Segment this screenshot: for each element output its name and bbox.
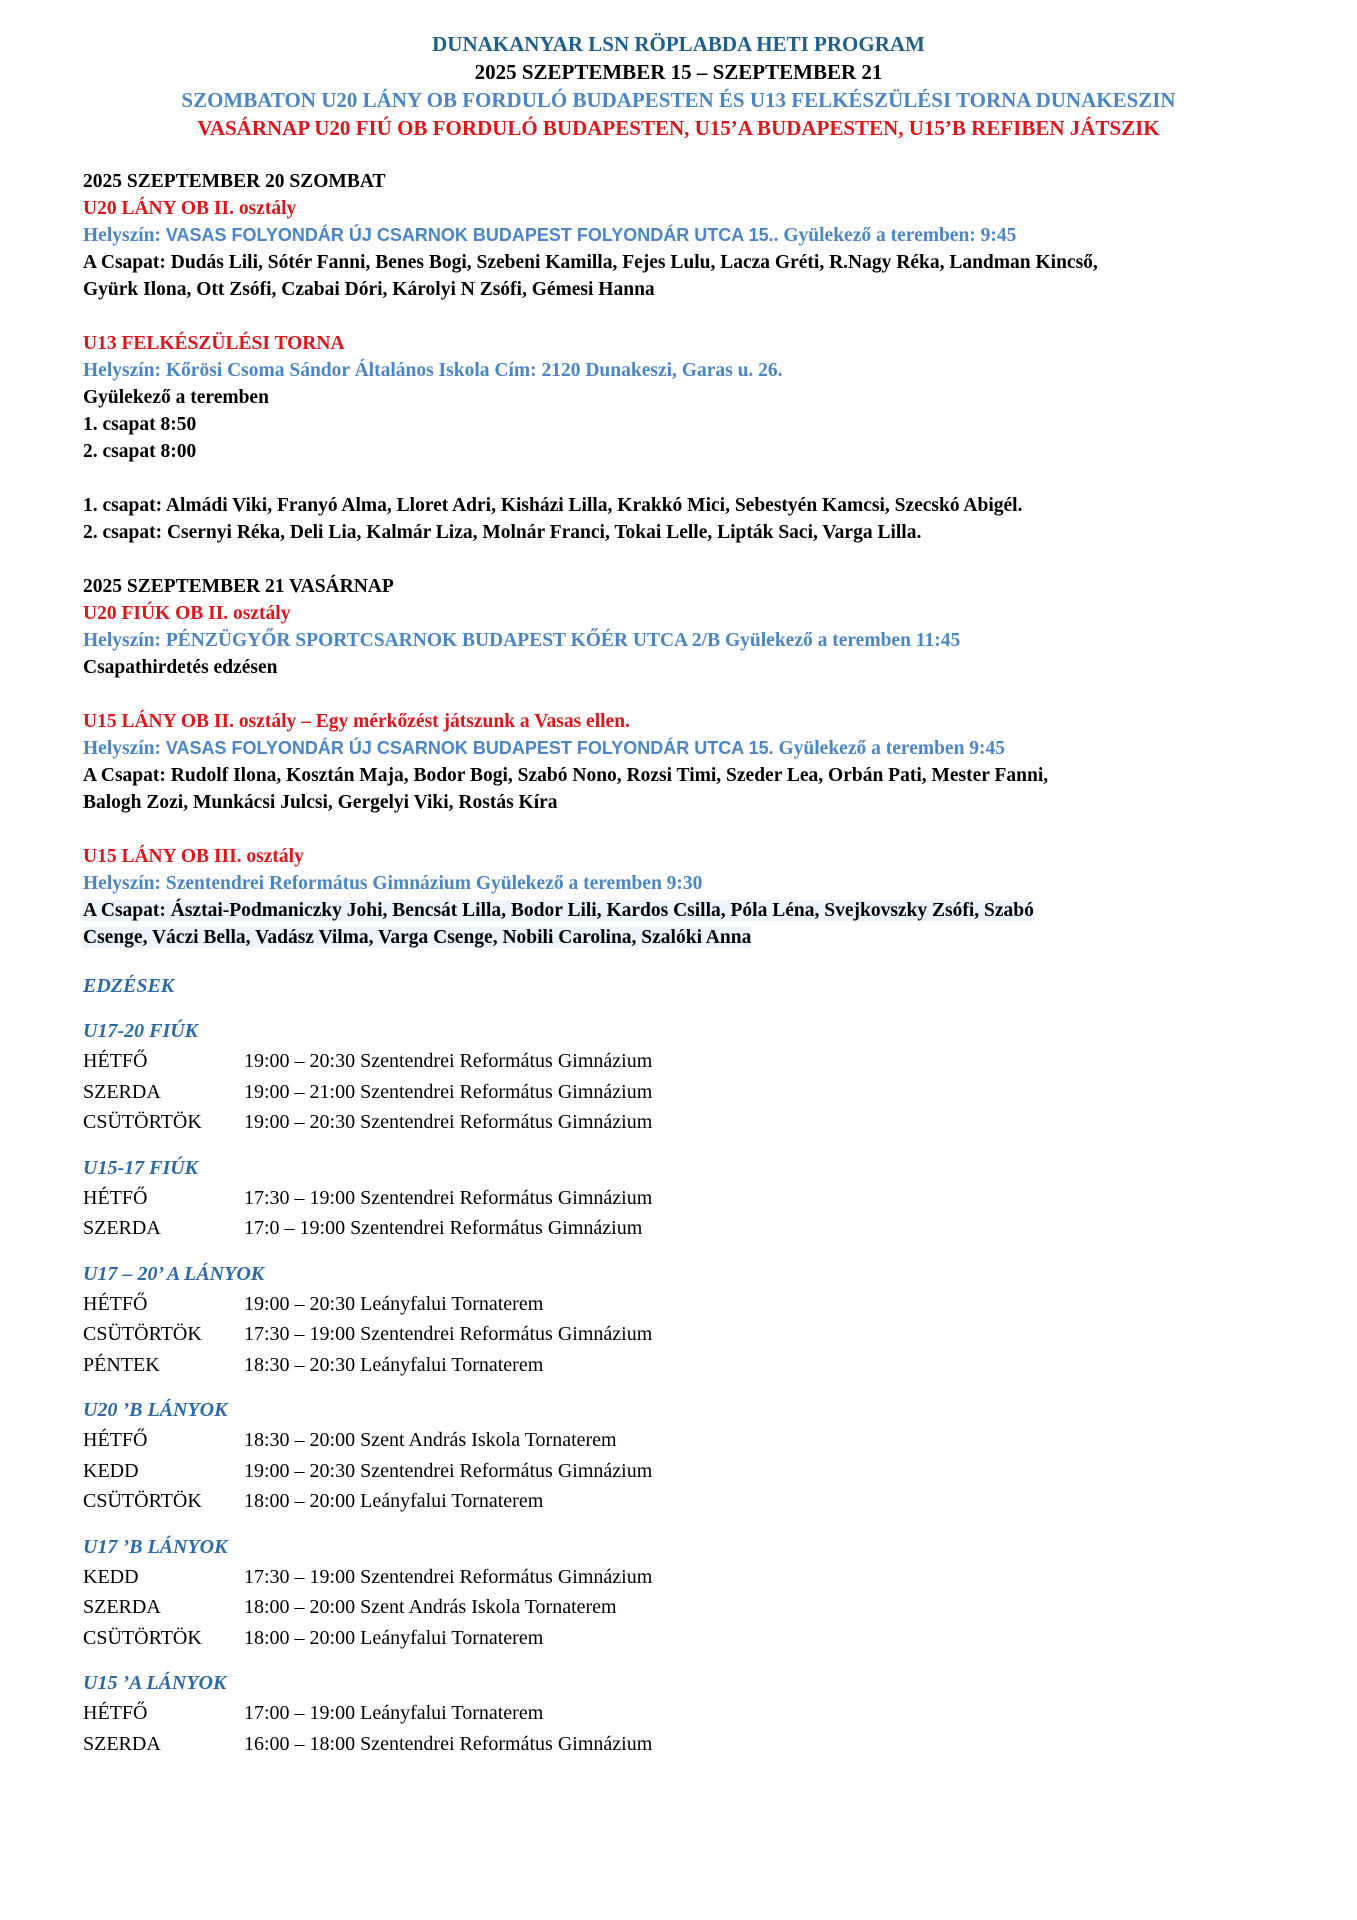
training-row (83, 1183, 1303, 1214)
training-day: PÉNTEK (83, 1353, 160, 1376)
u20-boys-note: Csapathirdetés edzésen (83, 657, 278, 678)
training-time-venue: 19:00 – 21:00 Szentendrei Református Gimnázium (244, 1080, 653, 1103)
u13-team2-time: 2. csapat 8:00 (83, 441, 197, 462)
training-group-title: U15-17 FIÚK (83, 1156, 199, 1179)
sunday-date: 2025 SZEPTEMBER 21 VASÁRNAP (83, 576, 394, 597)
program-title: DUNAKANYAR LSN RÖPLABDA HETI PROGRAM (432, 32, 925, 56)
training-time-venue: 19:00 – 20:30 Leányfalui Tornaterem (244, 1292, 544, 1315)
u15a-title: U15 LÁNY OB II. osztály – Egy mérkőzést játszunk a Vasas ellen. (83, 711, 630, 732)
training-group (83, 1259, 1303, 1381)
training-time-venue: 19:00 – 20:30 Szentendrei Református Gimnázium (244, 1050, 653, 1072)
document-body (83, 168, 1303, 1759)
training-row (83, 1592, 1303, 1623)
training-time-venue: 18:00 – 20:00 Leányfalui Tornaterem (244, 1490, 544, 1512)
venue-prefix: Helyszín: (83, 225, 166, 246)
training-day: KEDD (83, 1459, 139, 1482)
training-row (83, 1456, 1303, 1487)
u20-girls-team-line1: A Csapat: Dudás Lili, Sótér Fanni, Benes Bogi, Szebeni Kamilla, Fejes Lulu, Lacza Gréti, R.Nagy Réka, Landman Kincső, (83, 252, 1098, 273)
training-time-venue: 17:0 – 19:00 Szentendrei Református Gimnázium (244, 1217, 643, 1239)
u13-team1-time: 1. csapat 8:50 (83, 414, 197, 435)
training-row (83, 1319, 1303, 1350)
highlighted-text: A Csapat: Ásztai-Podmaniczky Johi, Bencsát Lilla, Bodor Lili, Kardos Csilla, Póla Léna, Svejkovszky Zsófi, Szabó (83, 900, 1034, 921)
training-time-venue: 18:00 – 20:00 Leányfalui Tornaterem (244, 1626, 544, 1649)
training-time-venue: 17:00 – 19:00 Leányfalui Tornaterem (244, 1702, 544, 1724)
u15b-title: U15 LÁNY OB III. osztály (83, 846, 304, 867)
training-day: CSÜTÖRTÖK (83, 1490, 202, 1512)
training-day: SZERDA (83, 1080, 161, 1103)
u15b-team-line1 (83, 897, 1303, 924)
training-row (83, 1213, 1303, 1244)
saturday-note: SZOMBATON U20 LÁNY OB FORDULÓ BUDAPESTEN ÉS U13 FELKÉSZÜLÉSI TORNA DUNAKESZIN (181, 88, 1176, 112)
training-row (83, 1623, 1303, 1654)
training-time-venue: 19:00 – 20:30 Szentendrei Református Gimnázium (244, 1459, 653, 1482)
training-group (83, 1668, 1303, 1759)
u20-girls-venue (83, 222, 1303, 249)
trainings-heading: EDZÉSEK (83, 975, 175, 997)
training-day: SZERDA (83, 1732, 161, 1755)
venue-main: VASAS FOLYONDÁR ÚJ CSARNOK BUDAPEST FOLYONDÁR UTCA 15. (165, 225, 774, 245)
training-time-venue: 18:30 – 20:00 Szent András Iskola Tornaterem (244, 1429, 617, 1451)
venue-suffix: . Gyülekező a teremben: 9:45 (773, 225, 1017, 246)
training-row (83, 1425, 1303, 1456)
training-group-title: U17 ’B LÁNYOK (83, 1535, 228, 1558)
training-row (83, 1046, 1303, 1077)
training-time-venue: 17:30 – 19:00 Szentendrei Református Gimnázium (244, 1565, 653, 1588)
sunday-note: VASÁRNAP U20 FIÚ OB FORDULÓ BUDAPESTEN, U15’A BUDAPESTEN, U15’B REFIBEN JÁTSZIK (197, 116, 1160, 140)
training-row (83, 1698, 1303, 1729)
training-time-venue: 17:30 – 19:00 Szentendrei Református Gimnázium (244, 1186, 653, 1209)
training-group (83, 1532, 1303, 1654)
training-row (83, 1486, 1303, 1517)
u13-team1: 1. csapat: Almádi Viki, Franyó Alma, Lloret Adri, Kisházi Lilla, Krakkó Mici, Sebestyén Kamcsi, Szecskó Abigél. (83, 495, 1023, 516)
training-day: HÉTFŐ (83, 1050, 148, 1072)
training-row (83, 1107, 1303, 1138)
training-time-venue: 18:30 – 20:30 Leányfalui Tornaterem (244, 1353, 544, 1376)
training-group-title: U20 ’B LÁNYOK (83, 1399, 228, 1421)
venue-main: VASAS FOLYONDÁR ÚJ CSARNOK BUDAPEST FOLYONDÁR UTCA 15. (165, 738, 774, 758)
training-group-title: U17-20 FIÚK (83, 1020, 199, 1042)
venue-prefix: Helyszín: (83, 738, 166, 759)
u20-boys-venue: Helyszín: PÉNZÜGYŐR SPORTCSARNOK BUDAPEST KŐÉR UTCA 2/B Gyülekező a teremben 11:45 (83, 630, 961, 651)
u20-girls-title: U20 LÁNY OB II. osztály (83, 198, 297, 219)
training-time-venue: 17:30 – 19:00 Szentendrei Református Gimnázium (244, 1323, 653, 1345)
program-dates: 2025 SZEPTEMBER 15 – SZEPTEMBER 21 (474, 60, 883, 84)
training-day: KEDD (83, 1565, 139, 1588)
training-row (83, 1077, 1303, 1108)
training-group (83, 1395, 1303, 1517)
training-time-venue: 18:00 – 20:00 Szent András Iskola Tornaterem (244, 1596, 617, 1618)
training-day: SZERDA (83, 1217, 161, 1239)
training-group-title: U17 – 20’ A LÁNYOK (83, 1262, 265, 1285)
u20-boys-title: U20 FIÚK OB II. osztály (83, 603, 291, 624)
highlighted-text: Csenge, Váczi Bella, Vadász Vilma, Varga Csenge, Nobili Carolina, Szalóki Anna (83, 927, 752, 948)
training-row (83, 1289, 1303, 1320)
training-day: SZERDA (83, 1596, 161, 1618)
training-time-venue: 16:00 – 18:00 Szentendrei Református Gimnázium (244, 1732, 653, 1755)
training-day: CSÜTÖRTÖK (83, 1626, 202, 1649)
training-day: CSÜTÖRTÖK (83, 1111, 202, 1133)
u20-girls-team-line2: Gyürk Ilona, Ott Zsófi, Czabai Dóri, Károlyi N Zsófi, Gémesi Hanna (83, 279, 655, 300)
u15b-team-line2 (83, 924, 1303, 951)
training-row (83, 1562, 1303, 1593)
training-group-title: U15 ’A LÁNYOK (83, 1672, 227, 1694)
u15b-venue: Helyszín: Szentendrei Református Gimnázium Gyülekező a teremben 9:30 (83, 873, 703, 894)
u13-gather: Gyülekező a teremben (83, 387, 269, 408)
training-day: HÉTFŐ (83, 1292, 148, 1315)
training-row (83, 1350, 1303, 1381)
training-time-venue: 19:00 – 20:30 Szentendrei Református Gimnázium (244, 1111, 653, 1133)
u13-team2: 2. csapat: Csernyi Réka, Deli Lia, Kalmár Liza, Molnár Franci, Tokai Lelle, Lipták Saci, Varga Lilla. (83, 522, 922, 543)
training-day: HÉTFŐ (83, 1429, 148, 1451)
training-group (83, 1153, 1303, 1244)
training-day: HÉTFŐ (83, 1702, 148, 1724)
training-row (83, 1729, 1303, 1760)
u13-title: U13 FELKÉSZÜLÉSI TORNA (83, 333, 345, 354)
training-day: HÉTFŐ (83, 1186, 148, 1209)
training-day: CSÜTÖRTÖK (83, 1323, 202, 1345)
training-group (83, 1016, 1303, 1138)
u15a-venue (83, 735, 1303, 762)
document-header (0, 30, 1357, 142)
u15a-team-line1: A Csapat: Rudolf Ilona, Kosztán Maja, Bodor Bogi, Szabó Nono, Rozsi Timi, Szeder Lea, Orbán Pati, Mester Fanni, (83, 765, 1049, 786)
u13-venue: Helyszín: Kőrösi Csoma Sándor Általános Iskola Cím: 2120 Dunakeszi, Garas u. 26. (83, 360, 783, 381)
training-groups (83, 1016, 1303, 1759)
u15a-team-line2: Balogh Zozi, Munkácsi Julcsi, Gergelyi Viki, Rostás Kíra (83, 792, 558, 813)
saturday-date: 2025 SZEPTEMBER 20 SZOMBAT (83, 171, 386, 192)
venue-suffix: Gyülekező a teremben 9:45 (773, 738, 1006, 759)
